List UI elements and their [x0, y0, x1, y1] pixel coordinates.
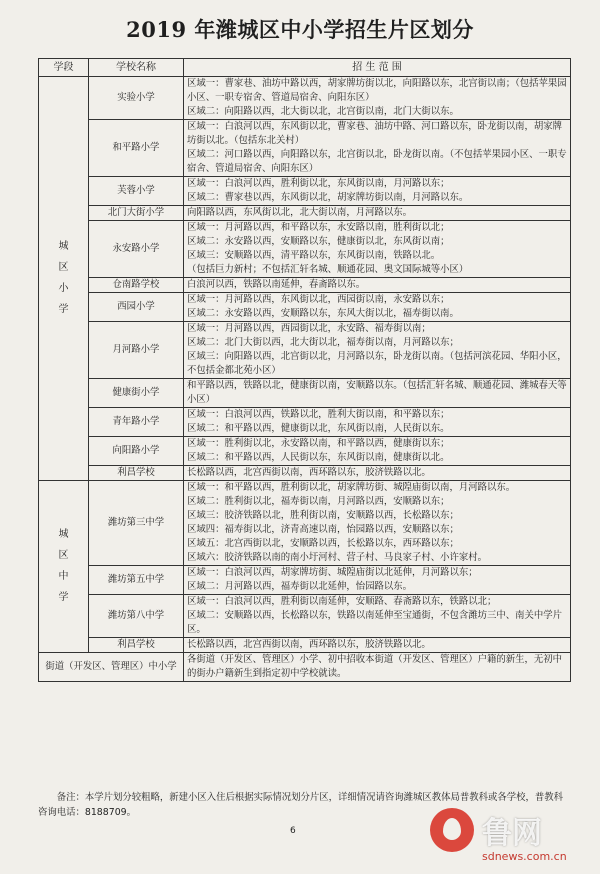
- area-cell: [184, 293, 571, 322]
- school-name: 利昌学校: [89, 466, 184, 481]
- table-row: [39, 322, 571, 379]
- table-row: [39, 177, 571, 206]
- header-level: 学段: [39, 59, 89, 77]
- area-cell: [184, 437, 571, 466]
- area-line: 长松路以西，北宫西街以南，西环路以东，胶济铁路以北。: [187, 467, 431, 478]
- watermark-logo-icon: [430, 808, 474, 852]
- area-cell: [184, 206, 571, 221]
- area-line: 区域一：月河路以西，和平路以东，永安路以南，胜利街以北；: [187, 222, 450, 233]
- school-name: 向阳路小学: [89, 437, 184, 466]
- level-char: 学: [58, 592, 69, 603]
- area-line: 区域一：白浪河以西，胜利街以南延伸，安顺路、春斋路以东，铁路以北；: [187, 596, 497, 607]
- table-row: [39, 481, 571, 566]
- area-line: 各街道（开发区、管理区）小学、初中招收本街道（开发区、管理区）户籍的新生，无初中的街办户籍新生到指定初中学校就读。: [187, 654, 563, 679]
- table-row: [39, 638, 571, 653]
- area-line: 区域六：胶济铁路以南的南小圩河村、营子村、马良家子村、小许家村。: [187, 552, 488, 563]
- watermark-url: sdnews.com.cn: [482, 850, 567, 863]
- area-line: 区域二：和平路以西，人民街以东，东风街以南，健康街以北。: [187, 452, 450, 463]
- area-line: 区域一：月河路以西，东风街以北，西园街以南，永安路以东；: [187, 294, 450, 305]
- area-line: 区域三：胶济铁路以北，胜利街以南，安顺路以西，长松路以东；: [187, 510, 459, 521]
- area-line: 区域二：永安路以西，安顺路以东，健康街以北，东风街以南；: [187, 236, 450, 247]
- area-cell: [184, 278, 571, 293]
- school-name: 潍坊第三中学: [89, 481, 184, 566]
- school-name: 西园小学: [89, 293, 184, 322]
- enrollment-table: [38, 58, 571, 682]
- area-line: 区域五：北宫西街以北，安顺路以西，长松路以东，西环路以东；: [187, 538, 459, 549]
- table-row: [39, 293, 571, 322]
- area-line: 区域四：福寿街以北，济青高速以南，怡园路以西，安顺路以东；: [187, 524, 459, 535]
- school-name: 芙蓉小学: [89, 177, 184, 206]
- table-row: [39, 379, 571, 408]
- area-line: 区域二：向阳路以西，北大街以北，北宫街以南，北门大街以东。: [187, 106, 459, 117]
- footnote: 备注：本学片划分较粗略，新建小区入住后根据实际情况划分片区，详细情况请咨询潍城区教体局普教科或各学校，普教科咨询电话：8188709。: [38, 792, 564, 818]
- area-cell: [184, 177, 571, 206]
- school-name: 月河路小学: [89, 322, 184, 379]
- level-char: 城: [58, 529, 69, 540]
- area-line: 区域一：曹家巷、油坊中路以西，胡家牌坊街以北，向阳路以东，北宫街以南；（包括苹果园小区、一职专宿舍、管道局宿舍、向阳东区）: [187, 78, 567, 103]
- level-char: 中: [58, 571, 69, 582]
- area-line: 区域一：月河路以西，西园街以北，永安路、福寿街以南；: [187, 323, 431, 334]
- school-name: 实验小学: [89, 77, 184, 120]
- area-line: 区域一：胜利街以北，永安路以南，和平路以西，健康街以东；: [187, 438, 450, 449]
- area-cell: [184, 408, 571, 437]
- level-char: 学: [58, 304, 69, 315]
- table-row: [39, 566, 571, 595]
- table-header-row: [39, 59, 571, 77]
- header-school: 学校名称: [89, 59, 184, 77]
- school-name: 仓南路学校: [89, 278, 184, 293]
- area-cell: [184, 379, 571, 408]
- area-line: （包括巨力新村；不包括汇轩名城、顺通花园、奥文国际城等小区）: [187, 264, 469, 275]
- table-row: [39, 595, 571, 638]
- area-line: 区域一：和平路以西，胜利街以北，胡家牌坊街、城隍庙街以南，月河路以东。: [187, 482, 516, 493]
- area-cell: [184, 566, 571, 595]
- area-cell: [184, 120, 571, 177]
- area-line: 区域三：向阳路以西，北宫街以北，月河路以东，卧龙街以南。（包括河滨花园、华阳小区，不包括金都北苑小区）: [187, 351, 567, 376]
- area-cell: [184, 638, 571, 653]
- area-line: 区域三：安顺路以西，清平路以东，东风街以南，铁路以北。: [187, 250, 441, 261]
- watermark: [430, 806, 590, 866]
- area-line: 区域二：胜利街以北，福寿街以南，月河路以西，安顺路以东；: [187, 496, 450, 507]
- area-line: 区域二：河口路以西，向阳路以东，北宫街以北，卧龙街以南。（不包括苹果园小区、一职专宿舍、管道局宿舍、向阳东区）: [187, 149, 567, 174]
- school-name: 潍坊第五中学: [89, 566, 184, 595]
- table-row: [39, 77, 571, 120]
- area-line: 白浪河以西，铁路以南延伸，春斋路以东。: [187, 279, 366, 290]
- table-row: [39, 653, 571, 682]
- level-char: 区: [58, 262, 69, 273]
- table-row: [39, 466, 571, 481]
- area-cell: [184, 221, 571, 278]
- school-name: 健康街小学: [89, 379, 184, 408]
- area-line: 区域二：安顺路以西，长松路以东，铁路以南延伸至宝通街，不包含潍坊三中、南关中学片区。: [187, 610, 563, 635]
- table-row: [39, 437, 571, 466]
- watermark-name: 鲁网: [482, 816, 542, 851]
- area-line: 向阳路以西，东风街以北，北大街以南，月河路以东。: [187, 207, 413, 218]
- area-line: 区域二：月河路以西，福寿街以北延伸，怡园路以东。: [187, 581, 413, 592]
- area-cell: [184, 322, 571, 379]
- table-row: [39, 408, 571, 437]
- school-name: 北门大街小学: [89, 206, 184, 221]
- area-cell: [184, 466, 571, 481]
- area-cell: [184, 595, 571, 638]
- table-row: [39, 120, 571, 177]
- area-line: 区域二：和平路以西，健康街以北，东风街以南，人民街以东。: [187, 423, 450, 434]
- page-number: 6: [290, 826, 296, 836]
- table-body: [39, 77, 571, 682]
- area-line: 区域一：白浪河以西，铁路以北，胜利大街以南，和平路以东；: [187, 409, 450, 420]
- area-cell: [184, 653, 571, 682]
- area-line: 区域一：白浪河以西，胜利街以北，东风街以南，月河路以东；: [187, 178, 450, 189]
- school-name: 永安路小学: [89, 221, 184, 278]
- level-cell-middle: [39, 481, 89, 653]
- area-line: 和平路以西，铁路以北，健康街以南，安顺路以东。（包括汇轩名城、顺通花园、潍城春天等小区）: [187, 380, 567, 405]
- level-char: 区: [58, 550, 69, 561]
- area-line: 区域一：白浪河以西，东风街以北，曹家巷、油坊中路、河口路以东，卧龙街以南，胡家牌坊街以北。（包括东北关村）: [187, 121, 563, 146]
- level-char: 城: [58, 241, 69, 252]
- table-row: [39, 278, 571, 293]
- school-name: 青年路小学: [89, 408, 184, 437]
- area-cell: [184, 77, 571, 120]
- area-line: 长松路以西，北宫西街以南，西环路以东，胶济铁路以北。: [187, 639, 431, 650]
- area-line: 区域一：白浪河以西，胡家牌坊街、城隍庙街以北延伸，月河路以东；: [187, 567, 478, 578]
- page-title: 2019 年潍城区中小学招生片区划分: [126, 17, 474, 42]
- level-cell-primary: [39, 77, 89, 481]
- area-line: 区域二：永安路以西，安顺路以东，东风大街以北，福寿街以南。: [187, 308, 459, 319]
- level-char: 小: [58, 283, 69, 294]
- area-line: 区域二：曹家巷以西，东风街以北，胡家牌坊街以南，月河路以东。: [187, 192, 469, 203]
- school-name: 利昌学校: [89, 638, 184, 653]
- area-line: 区域二：北门大街以西，北大街以北，福寿街以南，月河路以东；: [187, 337, 459, 348]
- school-name: 和平路小学: [89, 120, 184, 177]
- school-name: 街道（开发区、管理区）中小学: [39, 653, 184, 682]
- area-cell: [184, 481, 571, 566]
- school-name: 潍坊第八中学: [89, 595, 184, 638]
- table-row: [39, 221, 571, 278]
- table-row: [39, 206, 571, 221]
- header-area: 招 生 范 围: [184, 59, 571, 77]
